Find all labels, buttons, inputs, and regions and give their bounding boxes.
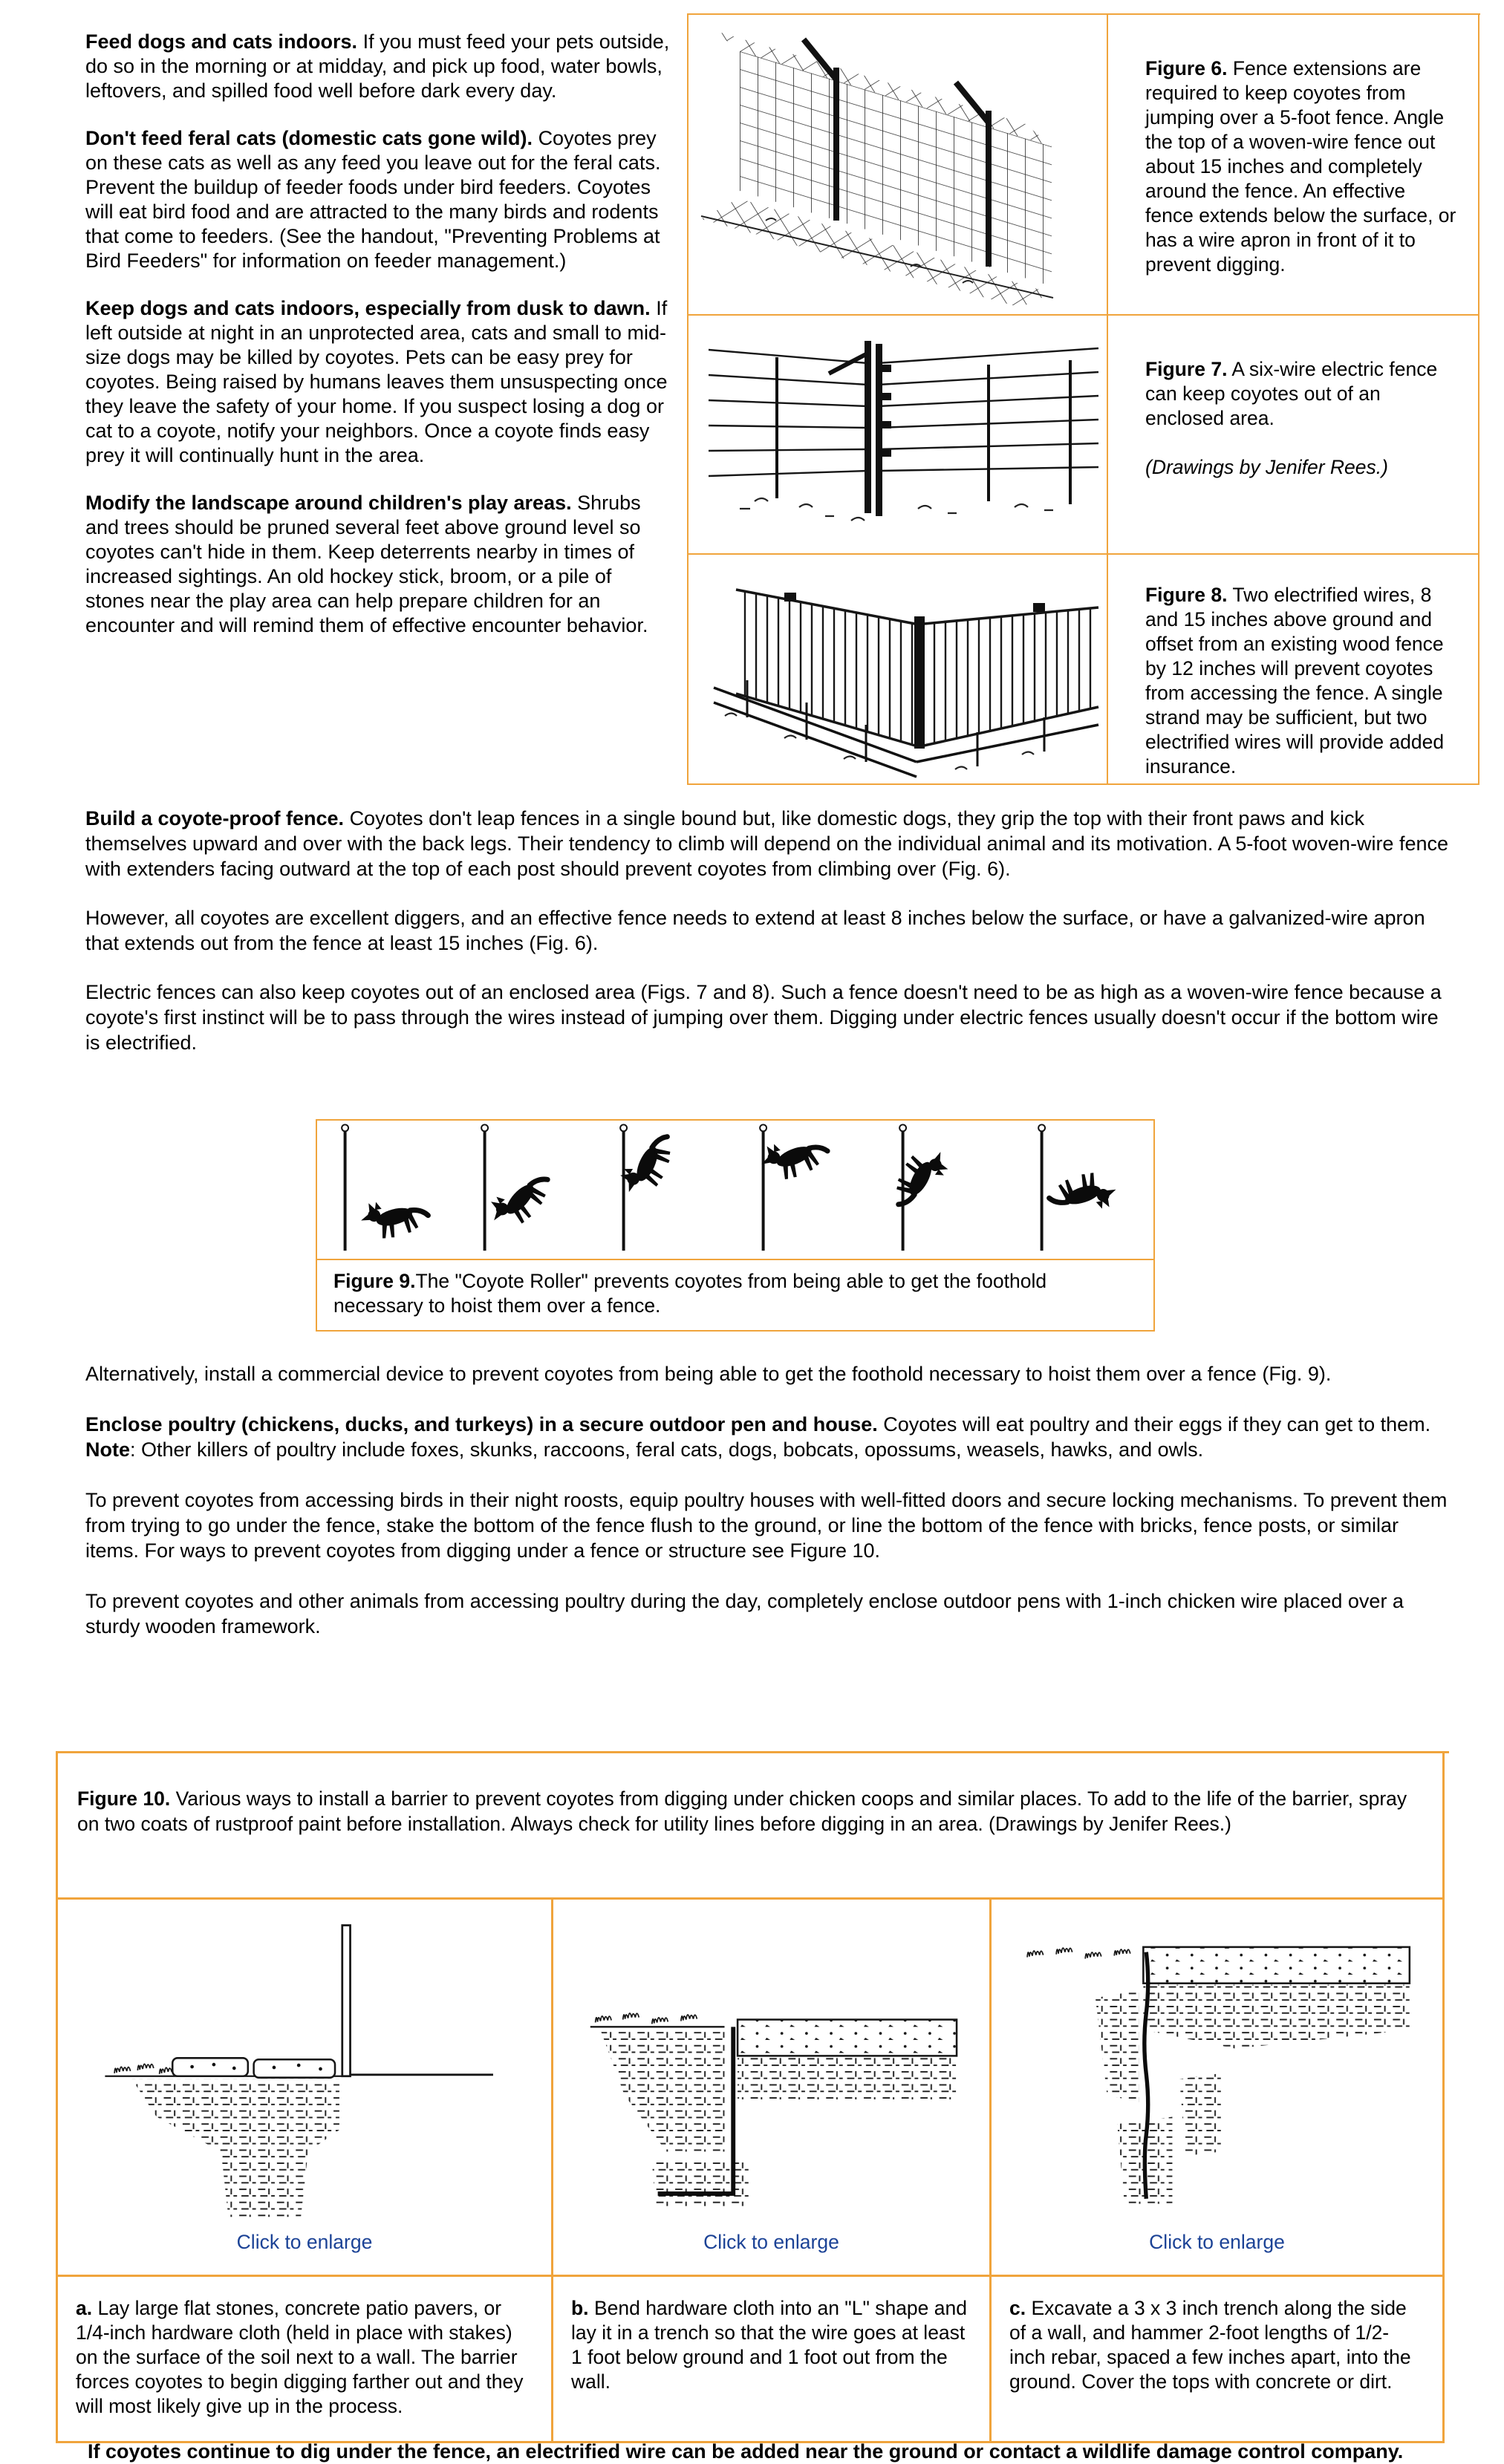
figure10-table: [56, 1751, 1449, 2443]
left-text-column: [85, 30, 676, 661]
figure10-caption: Figure 10. Various ways to install a barrier to prevent coyotes from digging under chicken coops and similar places. To add to the life of the barrier, spray on two coats of rustproof paint before installation. Always check for utility lines before digging in an area. (Drawings by Jenifer Rees.): [58, 1753, 1445, 1900]
figure10b-caption: b. Bend hardware cloth into an "L" shape and lay it in a trench so that the wire goes at least 1 foot below ground and 1 foot out from the wall.: [553, 2277, 992, 2443]
lower-text-block: [85, 1361, 1456, 1664]
figure10c-image-cell: [992, 1900, 1445, 2277]
roller-frame-2: [457, 1121, 596, 1259]
click-to-enlarge-link-a[interactable]: Click to enlarge: [236, 2231, 373, 2253]
paragraph-lead: Modify the landscape around children's play areas.: [85, 492, 572, 514]
roller-frame-4: [735, 1121, 875, 1259]
roller-frame-6: [1014, 1121, 1153, 1259]
drawing-credit: (Drawings by Jenifer Rees.): [1145, 456, 1388, 478]
paragraph-lead: Don't feed feral cats (domestic cats gone wild).: [85, 127, 533, 149]
paragraph-keep-indoors: Keep dogs and cats indoors, especially from dusk to dawn. If left outside at night in an unprotected area, cats and small to mid-size dogs may be killed by coyotes. Pets can be easy prey for coyotes. Being raised by humans leaves them unsuspecting once they leave the safety of your home. If you suspect losing a dog or cat to a coyote, notify your neighbors. Once a coyote finds easy prey it will continually hunt in the area.: [85, 297, 668, 466]
click-to-enlarge-link-b[interactable]: Click to enlarge: [703, 2231, 839, 2253]
figure-table-6-7-8: [687, 13, 1480, 785]
flat-stones-surface-barrier-drawing: [82, 1906, 527, 2231]
paragraph-coyote-proof-fence: Build a coyote-proof fence. Coyotes don't leap fences in a single bound but, like domestic dogs, they grip the top with their front paws and kick themselves upward and over with the back legs. Their tendency to climb will depend on the individual animal and its motivation. A 5-foot woven-wire fence with extenders facing outward at the top of each post should prevent coyotes from climbing over (Fig. 6).: [85, 807, 1448, 880]
figure9-caption: Figure 9.The "Coyote Roller" prevents coyotes from being able to get the foothold necessary to hoist them over a fence.: [333, 1270, 1047, 1317]
figure6-caption: Figure 6. Fence extensions are required to keep coyotes from jumping over a 5-foot fence. Angle the top of a woven-wire fence out about 15 inches and completely around the fence. An effective fence extends below the surface, or has a wire apron in front of it to prevent digging.: [1108, 15, 1479, 316]
paragraph-lead: Keep dogs and cats indoors, especially from dusk to dawn.: [85, 297, 651, 319]
figure9-box: [316, 1119, 1155, 1332]
paragraph-diggers: However, all coyotes are excellent diggers, and an effective fence needs to extend at least 8 inches below the surface, or have a galvanized-wire apron that extends out from the fence at least 15 inches (Fig. 6).: [85, 907, 1425, 954]
paragraph-day-pens: To prevent coyotes and other animals from accessing poultry during the day, completely enclose outdoor pens with 1-inch chicken wire placed over a sturdy wooden framework.: [85, 1590, 1404, 1637]
six-wire-electric-fence-drawing: [695, 322, 1100, 548]
figure7-caption: Figure 7. A six-wire electric fence can keep coyotes out of an enclosed area. (Drawings by Jenifer Rees.): [1108, 316, 1479, 555]
l-shaped-hardware-cloth-trench-drawing: [575, 1906, 969, 2231]
figure8-image-cell: [688, 555, 1108, 785]
paragraph-modify-landscape: Modify the landscape around children's play areas. Shrubs and trees should be pruned several feet above ground level so coyotes can't hide in them. Keep deterrents nearby in times of increased sightings. An old hockey stick, broom, or a pile of stones near the play area can help prepare children for an encounter and will remind them of effective encounter behavior.: [85, 492, 648, 636]
click-to-enlarge-link-c[interactable]: Click to enlarge: [1149, 2231, 1285, 2253]
paragraph-commercial-device: Alternatively, install a commercial device to prevent coyotes from being able to get the foothold necessary to hoist them over a fence (Fig. 9).: [85, 1363, 1332, 1385]
clipped-bottom-text-line: If coyotes continue to dig under the fence, an electrified wire can be added near the ground or contact a wildlife damage control company.: [88, 2440, 1404, 2463]
roller-frame-3: [596, 1121, 735, 1259]
roller-frame-1: [317, 1121, 457, 1259]
roller-frame-5: [875, 1121, 1015, 1259]
paragraph-feed-pets: Feed dogs and cats indoors. If you must feed your pets outside, do so in the morning or at midday, and pick up food, water bowls, leftovers, and spilled food well before dark every day.: [85, 30, 670, 102]
mid-text-block: [85, 806, 1456, 1079]
paragraph-electric-fences: Electric fences can also keep coyotes out of an enclosed area (Figs. 7 and 8). Such a fence doesn't need to be as high as a woven-wire fence because a coyote's first instinct will be to pass through the wires instead of jumping over them. Digging under electric fences usually doesn't occur if the bottom wire is electrified.: [85, 981, 1442, 1054]
rebar-trench-barrier-drawing: [1009, 1906, 1425, 2231]
figure6-image-cell: [688, 15, 1108, 316]
wood-fence-electrified-wires-drawing: [695, 560, 1100, 779]
figure10a-caption: a. Lay large flat stones, concrete patio pavers, or 1/4-inch hardware cloth (held in place with stakes) on the surface of the soil next to a wall. The barrier forces coyotes to begin digging farther out and they will most likely give up in the process.: [58, 2277, 553, 2443]
figure10c-caption: c. Excavate a 3 x 3 inch trench along the side of a wall, and hammer 2-foot lengths of 1/2-inch rebar, spaced a few inches apart, into the ground. Cover the tops with concrete or dirt.: [992, 2277, 1445, 2443]
coyote-roller-sequence-drawing: [317, 1121, 1153, 1260]
figure8-caption: Figure 8. Two electrified wires, 8 and 15 inches above ground and offset from an existing wood fence by 12 inches will prevent coyotes from accessing the fence. A single strand may be sufficient, but two electrified wires will provide added insurance.: [1108, 555, 1479, 785]
paragraph-enclose-poultry: Enclose poultry (chickens, ducks, and turkeys) in a secure outdoor pen and house. Coyotes will eat poultry and their eggs if they can get to them. Note: Other killers of poultry include foxes, skunks, raccoons, feral cats, dogs, bobcats, opossums, weasels, hawks, and owls.: [85, 1413, 1431, 1461]
paragraph-night-roosts: To prevent coyotes from accessing birds in their night roosts, equip poultry houses with well-fitted doors and secure locking mechanisms. To prevent them from trying to go under the fence, stake the bottom of the fence flush to the ground, or line the bottom of the fence with bricks, fence posts, or similar items. For ways to prevent coyotes from digging under a fence or structure see Figure 10.: [85, 1489, 1448, 1562]
woven-wire-fence-extension-drawing: [695, 22, 1100, 307]
figure10b-image-cell: [553, 1900, 992, 2277]
figure10a-image-cell: [58, 1900, 553, 2277]
paragraph-feral-cats: Don't feed feral cats (domestic cats gone wild). Coyotes prey on these cats as well as any feed you leave out for the feral cats. Prevent the buildup of feeder foods under bird feeders. Coyotes will eat bird food and are attracted to the many birds and rodents that come to feeders. (See the handout, "Preventing Problems at Bird Feeders" for information on feeder management.): [85, 127, 661, 272]
figure7-image-cell: [688, 316, 1108, 555]
paragraph-lead: Feed dogs and cats indoors.: [85, 30, 358, 53]
